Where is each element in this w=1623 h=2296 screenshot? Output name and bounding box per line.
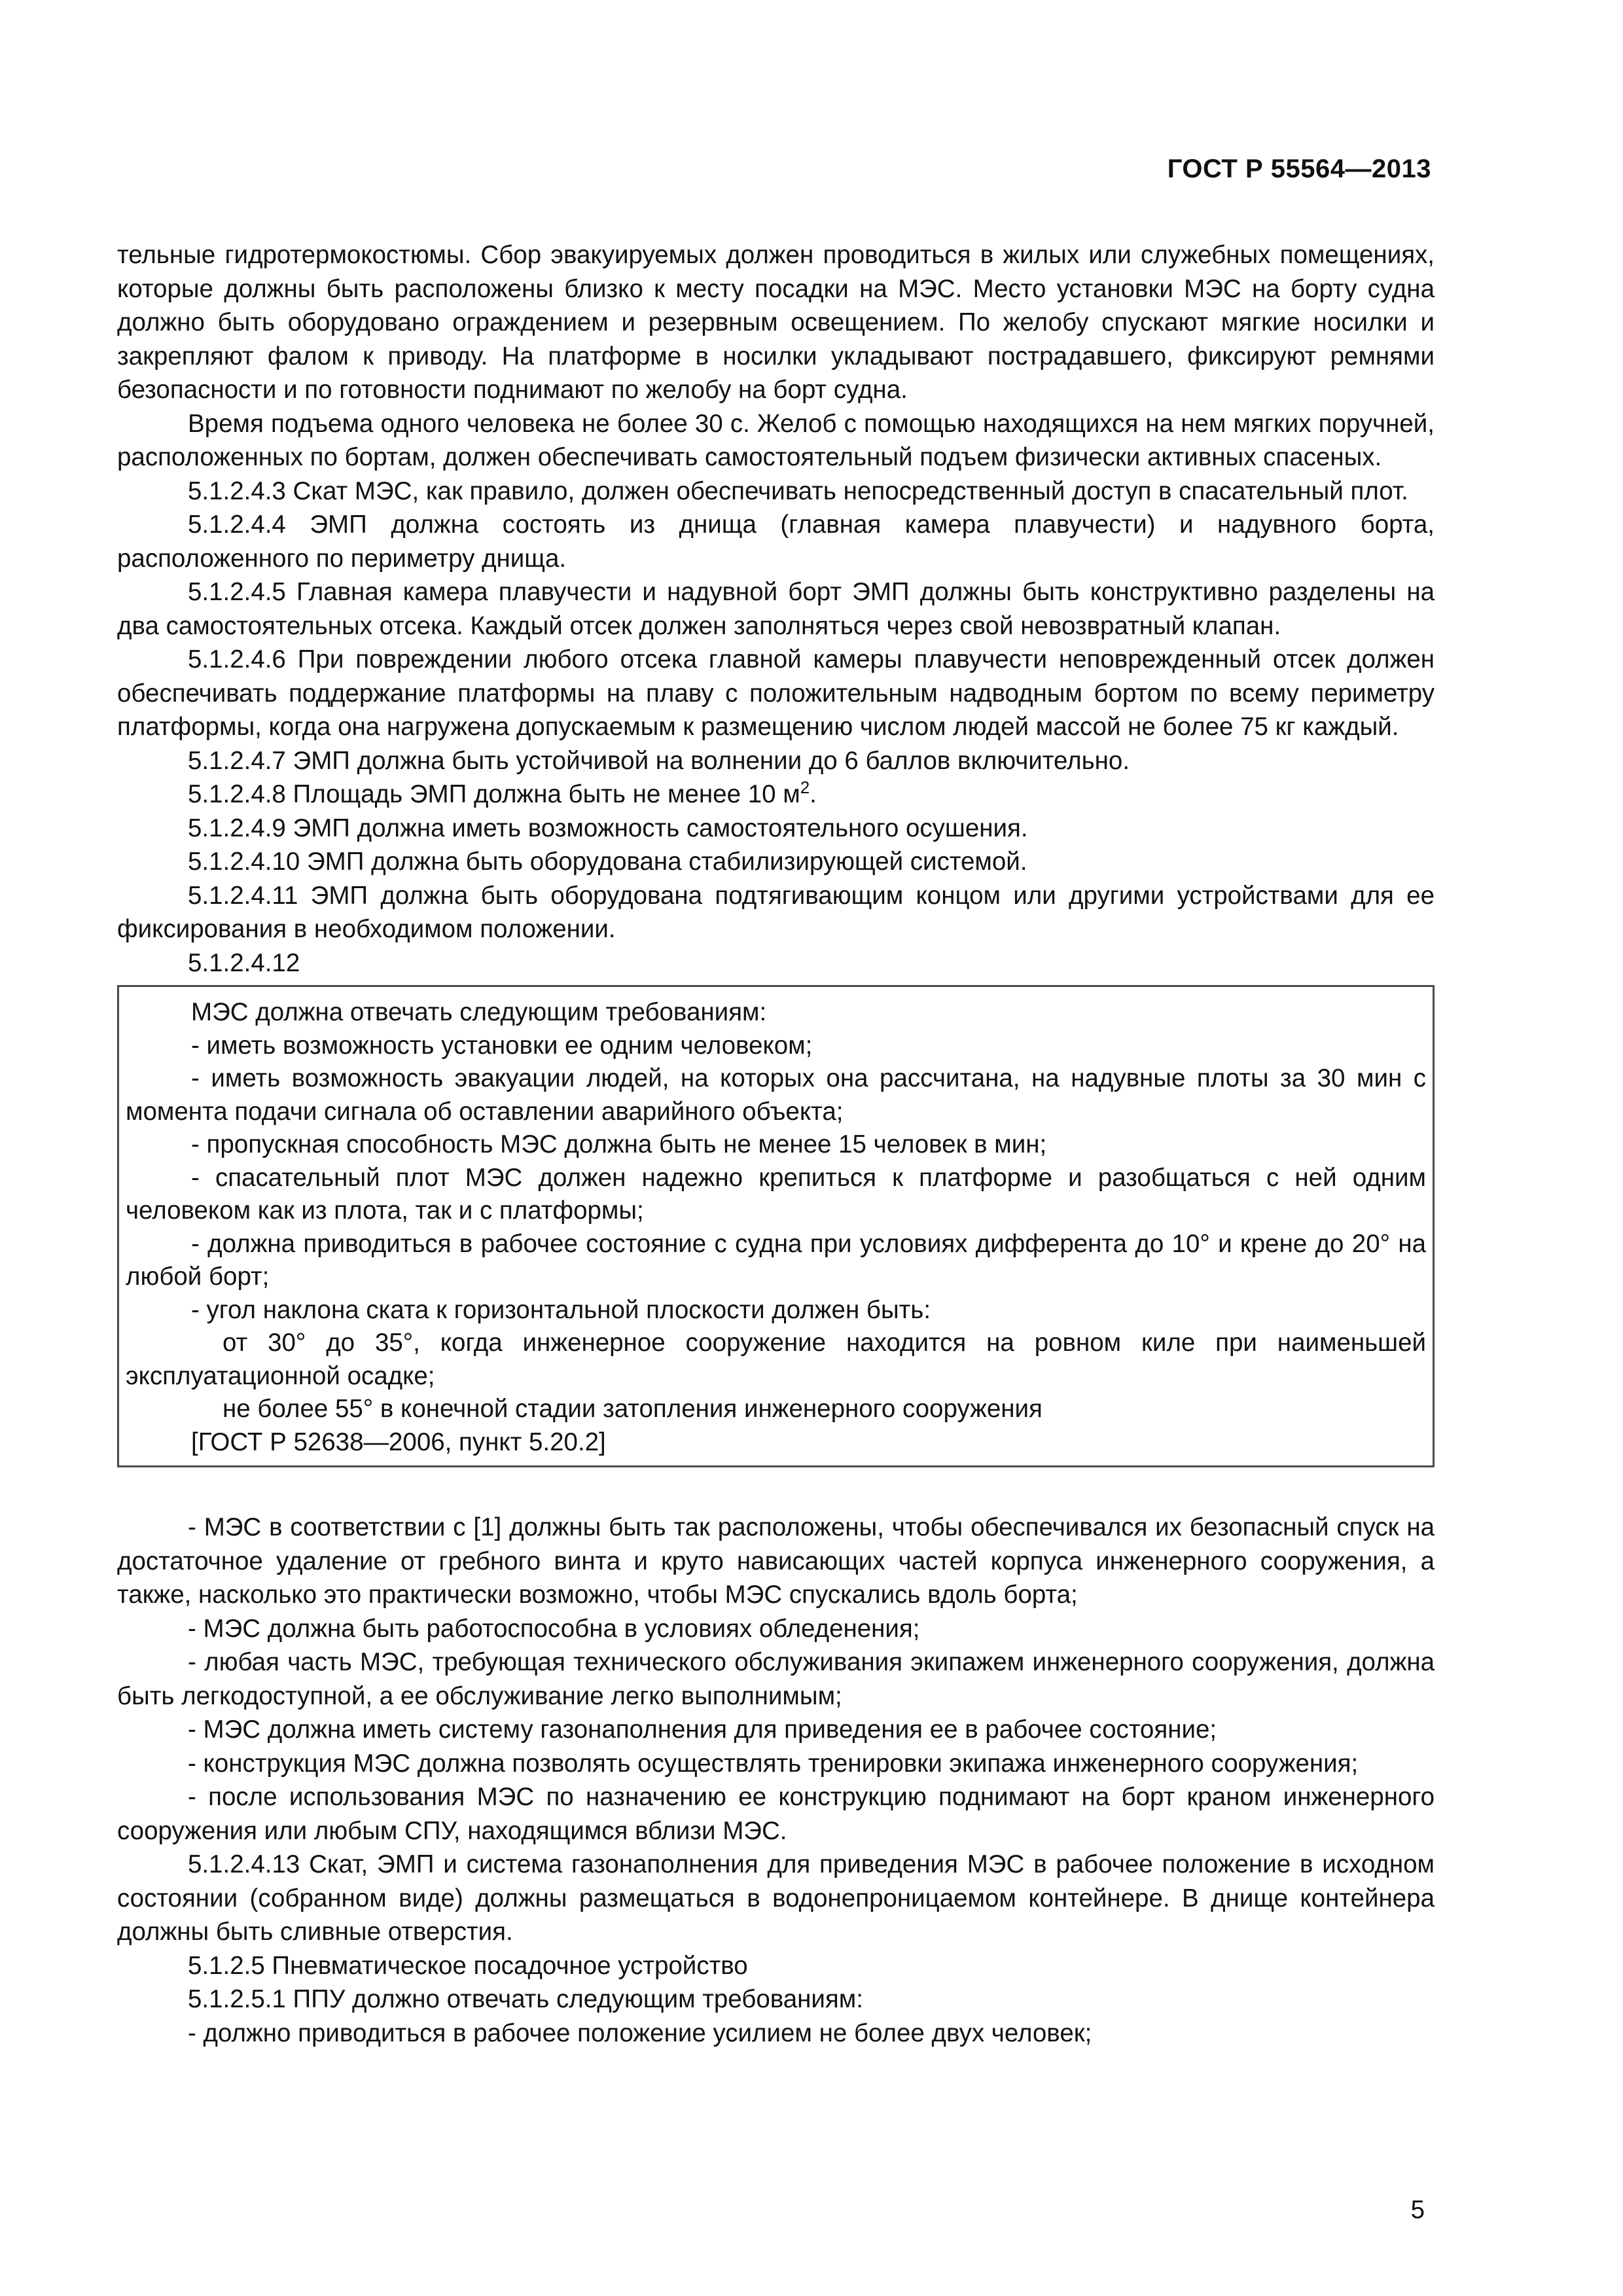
- quoted-requirements-box: [117, 985, 1435, 1467]
- paragraph: 5.1.2.4.11 ЭМП должна быть оборудована подтягивающим концом или другими устройствами для ее фиксирования в необходимом положении.: [117, 881, 1435, 943]
- paragraph: 5.1.2.4.9 ЭМП должна иметь возможность самостоятельного осушения.: [188, 814, 1028, 842]
- paragraph: - конструкция МЭС должна позволять осуществлять тренировки экипажа инженерного сооружения;: [188, 1749, 1359, 1778]
- box-line: - должна приводиться в рабочее состояние с судна при условиях дифферента до 10° и крене до 20° на любой борт;: [126, 1229, 1426, 1291]
- paragraph: - после использования МЭС по назначению ее конструкцию поднимают на борт краном инженерного сооружения или любым СПУ, находящимся вблизи МЭС.: [117, 1783, 1435, 1845]
- box-line: - пропускная способность МЭС должна быть не менее 15 человек в мин;: [191, 1130, 1047, 1158]
- box-line: - угол наклона ската к горизонтальной плоскости должен быть:: [191, 1295, 931, 1324]
- area-paragraph: [117, 778, 1435, 812]
- box-line: МЭС должна отвечать следующим требованиям:: [191, 998, 767, 1026]
- paragraph: Время подъема одного человека не более 30 с. Желоб с помощью находящихся на нем мягких поручней, расположенных по бортам, должен обеспечивать самостоятельный подъем физически активных спасеных.: [117, 409, 1435, 471]
- paragraph: 5.1.2.4.7 ЭМП должна быть устойчивой на волнении до 6 баллов включительно.: [188, 746, 1130, 775]
- paragraph: - любая часть МЭС, требующая технического обслуживания экипажем инженерного сооружения, должна быть легкодоступной, а ее обслуживание легко выполнимым;: [117, 1648, 1435, 1710]
- box-line: от 30° до 35°, когда инженерное сооружение находится на ровном киле при наименьшей эксплуатационной осадке;: [126, 1329, 1426, 1390]
- paragraph: 5.1.2.5.1 ППУ должно отвечать следующим требованиям:: [188, 1985, 863, 2013]
- paragraph: - МЭС должна быть работоспособна в условиях обледенения;: [188, 1614, 920, 1643]
- box-line: - спасательный плот МЭС должен надежно крепиться к платформе и разобщаться с ней одним человеком как из плота, так и с платформы;: [126, 1163, 1426, 1225]
- page-number: 5: [1410, 2196, 1425, 2224]
- paragraph: 5.1.2.4.10 ЭМП должна быть оборудована стабилизирующей системой.: [188, 848, 1027, 876]
- box-citation: [ГОСТ Р 52638—2006, пункт 5.20.2]: [191, 1427, 606, 1456]
- box-line: не более 55° в конечной стадии затопления инженерного сооружения: [223, 1395, 1043, 1423]
- box-line: - иметь возможность установки ее одним человеком;: [191, 1031, 813, 1060]
- paragraph: 5.1.2.4.5 Главная камера плавучести и надувной борт ЭМП должны быть конструктивно разделены на два самостоятельных отсека. Каждый отсек должен заполняться через свой невозвратный клапан.: [117, 578, 1435, 640]
- box-line: - иметь возможность эвакуации людей, на которых она рассчитана, на надувные плоты за 30 мин с момента подачи сигнала об оставлении аварийного объекта;: [126, 1064, 1426, 1126]
- document-header: ГОСТ Р 55564—2013: [1167, 154, 1431, 183]
- area-tail: .: [810, 780, 817, 808]
- paragraph: 5.1.2.4.12: [188, 948, 300, 977]
- paragraph: 5.1.2.4.13 Скат, ЭМП и система газонаполнения для приведения МЭС в рабочее положение в исходном состоянии (собранном виде) должны размещаться в водонепроницаемом контейнере. В днище контейнера должны быть сливные отверстия.: [117, 1850, 1435, 1946]
- paragraph: - МЭС должна иметь систему газонаполнения для приведения ее в рабочее состояние;: [188, 1715, 1217, 1744]
- paragraph: 5.1.2.4.3 Скат МЭС, как правило, должен обеспечивать непосредственный доступ в спасательный плот.: [188, 476, 1408, 505]
- document-body: [117, 238, 1435, 2050]
- paragraph: 5.1.2.4.6 При повреждении любого отсека главной камеры плавучести неповрежденный отсек должен обеспечивать поддержание платформы на плаву с положительным надводным бортом по всему периметру платформы, когда она нагружена допускаемым к размещению числом людей массой не более 75 кг каждый.: [117, 645, 1435, 741]
- area-superscript: 2: [800, 778, 810, 798]
- paragraph: 5.1.2.5 Пневматическое посадочное устройство: [188, 1951, 748, 1980]
- paragraph: - МЭС в соответствии с [1] должны быть так расположены, чтобы обеспечивался их безопасный спуск на достаточное удаление от гребного винта и круто нависающих частей корпуса инженерного сооружения, а также, насколько это практически возможно, чтобы МЭС спускались вдоль борта;: [117, 1513, 1435, 1609]
- paragraph: тельные гидротермокостюмы. Сбор эвакуируемых должен проводиться в жилых или служебных помещениях, которые должны быть расположены близко к месту посадки на МЭС. Место установки МЭС на борту судна должно быть оборудовано ограждением и резервным освещением. По желобу спускают мягкие носилки и закрепляют фалом к приводу. На платформе в носилки укладывают пострадавшего, фиксируют ремнями безопасности и по готовности поднимают по желобу на борт судна.: [117, 241, 1435, 404]
- area-text: 5.1.2.4.8 Площадь ЭМП должна быть не менее 10 м: [188, 780, 800, 808]
- paragraph: 5.1.2.4.4 ЭМП должна состоять из днища (главная камера плавучести) и надувного борта, расположенного по периметру днища.: [117, 511, 1435, 573]
- paragraph: - должно приводиться в рабочее положение усилием не более двух человек;: [188, 2018, 1092, 2047]
